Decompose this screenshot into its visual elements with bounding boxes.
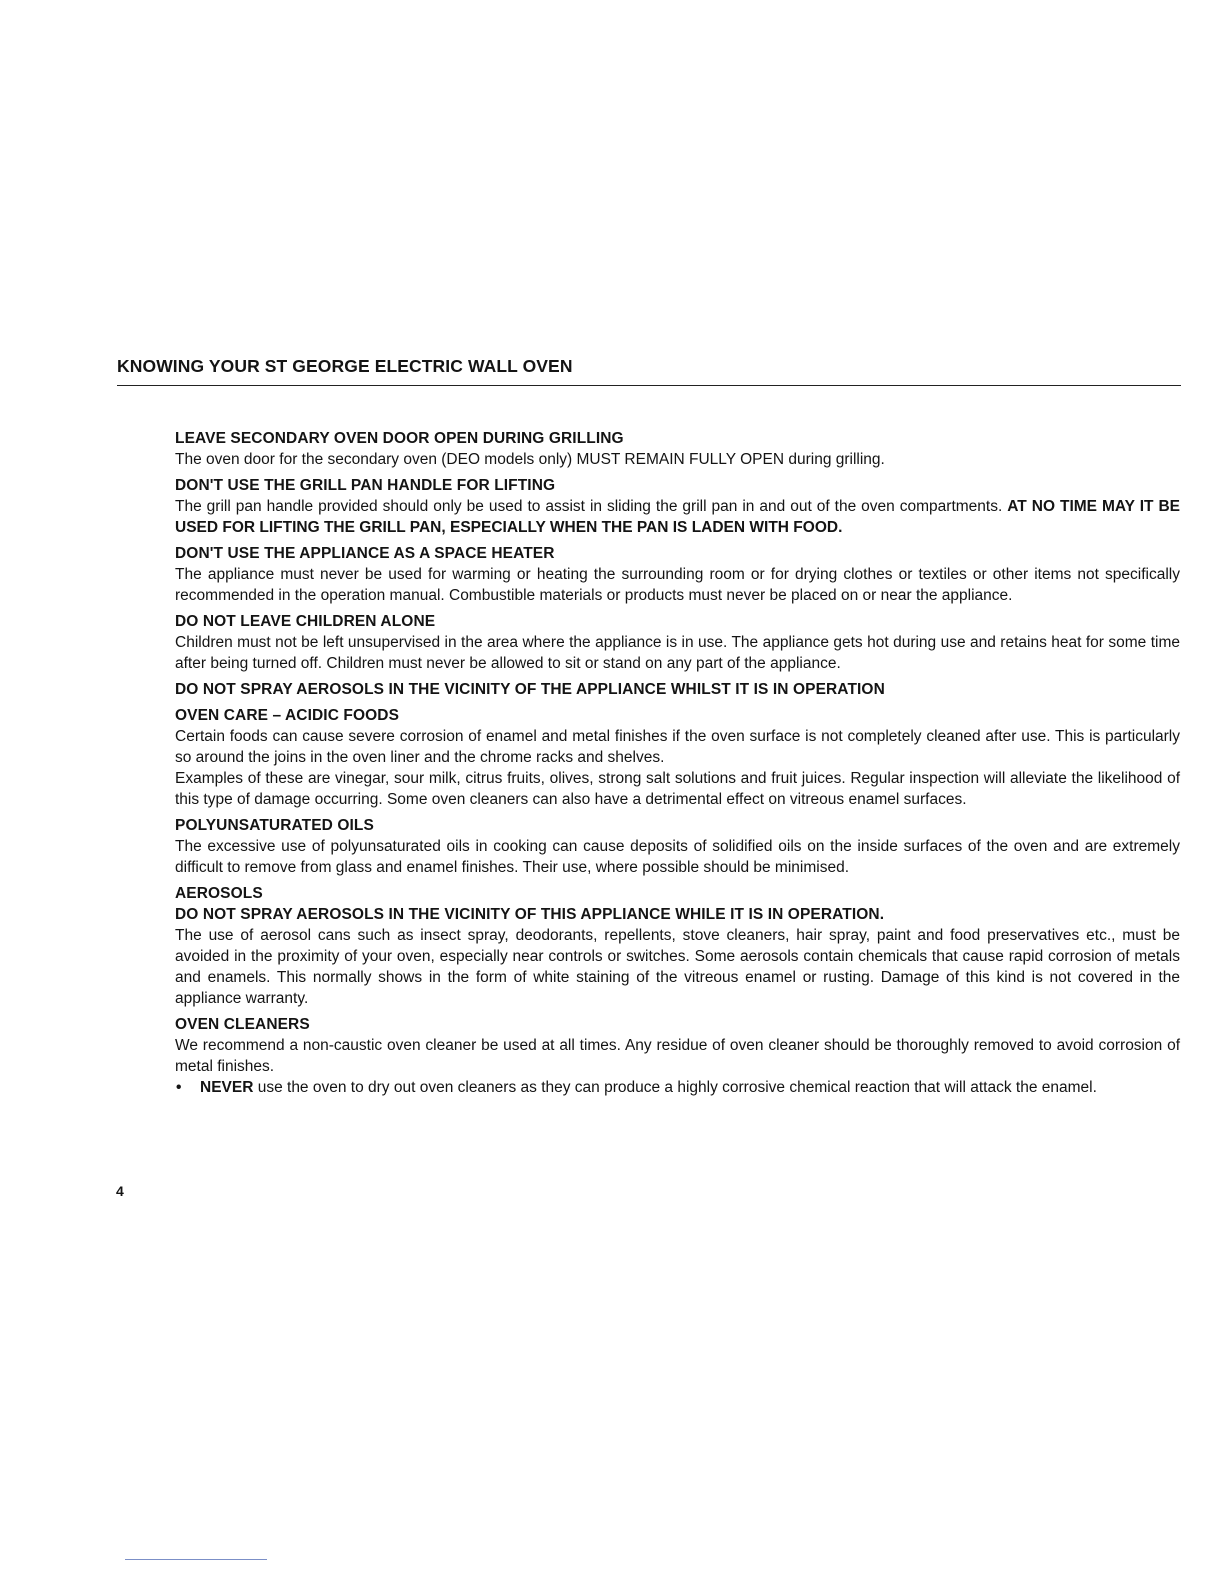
section-space-heater <box>175 543 1180 606</box>
section-acidic-foods <box>175 705 1180 810</box>
section-heading: POLYUNSATURATED OILS <box>175 817 374 834</box>
bullet-marker: • <box>176 1079 182 1096</box>
section-heading: OVEN CLEANERS <box>175 1016 310 1033</box>
section-heading: DO NOT LEAVE CHILDREN ALONE <box>175 613 436 630</box>
section-text-bold-run: AT NO TIME MAY IT BE USED FOR LIFTING THE GRILL PAN, ESPECIALLY WHEN THE PAN IS LADEN WITH FOOD. <box>175 498 1180 536</box>
section-subheading: DO NOT SPRAY AEROSOLS IN THE VICINITY OF THIS APPLIANCE WHILE IT IS IN OPERATION. <box>175 906 885 923</box>
section-text: Children must not be left unsupervised in the area where the appliance is in use. The appliance gets hot during use and retains heat for some time after being turned off. Children must never be allowed to sit or stand on any part of the appliance. <box>175 634 1180 672</box>
section-text <box>175 496 1180 538</box>
section-aerosols-warning <box>175 679 1180 700</box>
section-text: The appliance must never be used for warming or heating the surrounding room or for drying clothes or textiles or other items not specifically recommended in the operation manual. Combustible materials or products must never be placed on or near the appliance. <box>175 566 1180 604</box>
section-text: The oven door for the secondary oven (DEO models only) MUST REMAIN FULLY OPEN during grilling. <box>175 451 885 468</box>
document-body <box>175 428 1180 1103</box>
section-oven-cleaners <box>175 1014 1180 1098</box>
section-text: The excessive use of polyunsaturated oils in cooking can cause deposits of solidified oils on the inside surfaces of the oven and are extremely difficult to remove from glass and enamel finishes. Their use, where possible should be minimised. <box>175 838 1180 876</box>
section-heading: AEROSOLS <box>175 885 263 902</box>
title-divider <box>117 385 1181 386</box>
section-text-run: The grill pan handle provided should only be used to assist in sliding the grill pan in and out of the oven compartments. <box>175 498 1008 515</box>
section-secondary-oven-door <box>175 428 1180 470</box>
page-title: KNOWING YOUR ST GEORGE ELECTRIC WALL OVEN <box>117 356 573 376</box>
page-number: 4 <box>116 1183 124 1199</box>
section-text: Examples of these are vinegar, sour milk, citrus fruits, olives, strong salt solutions and fruit juices. Regular inspection will alleviate the likelihood of this type of damage occurring. Some oven cleaners can also have a detrimental effect on vitreous enamel surfaces. <box>175 770 1180 808</box>
section-text: The use of aerosol cans such as insect spray, deodorants, repellents, stove cleaners, hair spray, paint and food preservatives etc., must be avoided in the proximity of your oven, especially near controls or switches. Some aerosols contain chemicals that cause rapid corrosion of metals and enamels. This normally shows in the form of white staining of the vitreous enamel or rusting. Damage of this kind is not covered in the appliance warranty. <box>175 927 1180 1007</box>
section-heading: DO NOT SPRAY AEROSOLS IN THE VICINITY OF THE APPLIANCE WHILST IT IS IN OPERATION <box>175 681 885 698</box>
section-polyunsaturated-oils <box>175 815 1180 878</box>
section-aerosols <box>175 883 1180 1009</box>
bullet-item <box>175 1077 1180 1098</box>
section-heading: DON'T USE THE GRILL PAN HANDLE FOR LIFTING <box>175 477 556 494</box>
bullet-bold-run: NEVER <box>200 1079 254 1096</box>
footer-divider <box>125 1559 267 1560</box>
section-text: Certain foods can cause severe corrosion of enamel and metal finishes if the oven surface is not completely cleaned after use. This is particularly so around the joins in the oven liner and the chrome racks and shelves. <box>175 728 1180 766</box>
section-heading: OVEN CARE – ACIDIC FOODS <box>175 707 400 724</box>
section-grill-pan-handle <box>175 475 1180 538</box>
section-heading: DON'T USE THE APPLIANCE AS A SPACE HEATER <box>175 545 555 562</box>
bullet-text: use the oven to dry out oven cleaners as they can produce a highly corrosive chemical reaction that will attack the enamel. <box>253 1079 1097 1096</box>
section-children <box>175 611 1180 674</box>
section-text: We recommend a non-caustic oven cleaner be used at all times. Any residue of oven cleaner should be thoroughly removed to avoid corrosion of metal finishes. <box>175 1037 1180 1075</box>
section-heading: LEAVE SECONDARY OVEN DOOR OPEN DURING GRILLING <box>175 430 624 447</box>
